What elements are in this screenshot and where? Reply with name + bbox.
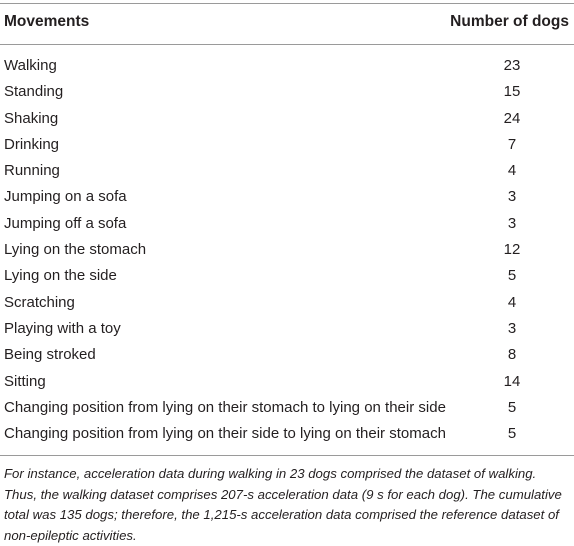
table-row (0, 343, 574, 369)
count-cell: 4 (507, 293, 517, 311)
table-row (0, 370, 574, 396)
count-cell: 12 (503, 241, 521, 259)
movement-cell: Changing position from lying on their stomach to lying on their side (4, 398, 446, 416)
count-cell: 3 (507, 188, 517, 206)
movement-cell: Lying on the stomach (4, 241, 147, 259)
table-footnote: For instance, acceleration data during walking in 23 dogs comprised the dataset of walking. Thus, the walking dataset comprises 207-s acceleration data (9 s for each dog). The cumulative total was 135 dogs; therefore, the 1,215-s acceleration data comprised the reference dataset of non-epileptic activities. (4, 466, 562, 543)
table-row (0, 159, 574, 185)
movement-cell: Running (4, 162, 60, 180)
movement-cell: Shaking (4, 109, 59, 127)
count-cell: 5 (507, 425, 517, 443)
movement-cell: Jumping off a sofa (4, 214, 127, 232)
count-cell: 5 (507, 398, 517, 416)
table-bottom-rule (0, 455, 574, 456)
movement-cell: Being stroked (4, 346, 96, 364)
count-cell: 7 (507, 135, 517, 153)
count-cell: 3 (507, 214, 517, 232)
count-cell: 24 (503, 109, 521, 127)
table-row (0, 212, 574, 238)
count-cell: 15 (503, 83, 521, 101)
table-row (0, 396, 574, 422)
table-row (0, 422, 574, 448)
movement-cell: Sitting (4, 372, 46, 390)
table-row (0, 291, 574, 317)
table-body (0, 54, 574, 448)
count-cell: 5 (507, 267, 517, 285)
table-row (0, 238, 574, 264)
table-header (0, 4, 574, 44)
movement-cell: Drinking (4, 135, 60, 153)
table-row (0, 264, 574, 290)
movement-cell: Scratching (4, 293, 75, 311)
count-cell: 14 (503, 372, 521, 390)
table-row (0, 80, 574, 106)
count-cell: 4 (507, 162, 517, 180)
movement-cell: Walking (4, 57, 57, 74)
movement-cell: Playing with a toy (4, 319, 121, 337)
count-cell: 3 (507, 319, 517, 337)
table-row (0, 133, 574, 159)
table-row (0, 317, 574, 343)
header-movements: Movements (4, 13, 90, 30)
table-row (0, 107, 574, 133)
table-row (0, 54, 574, 80)
movement-cell: Standing (4, 83, 64, 101)
count-cell: 8 (507, 346, 517, 364)
count-cell: 23 (503, 57, 521, 74)
movement-cell: Jumping on a sofa (4, 188, 127, 206)
movement-cell: Lying on the side (4, 267, 117, 285)
header-number-of-dogs: Number of dogs (450, 13, 569, 30)
header-rule (0, 44, 574, 45)
movement-cell: Changing position from lying on their side to lying on their stomach (4, 425, 446, 443)
table-row (0, 185, 574, 211)
